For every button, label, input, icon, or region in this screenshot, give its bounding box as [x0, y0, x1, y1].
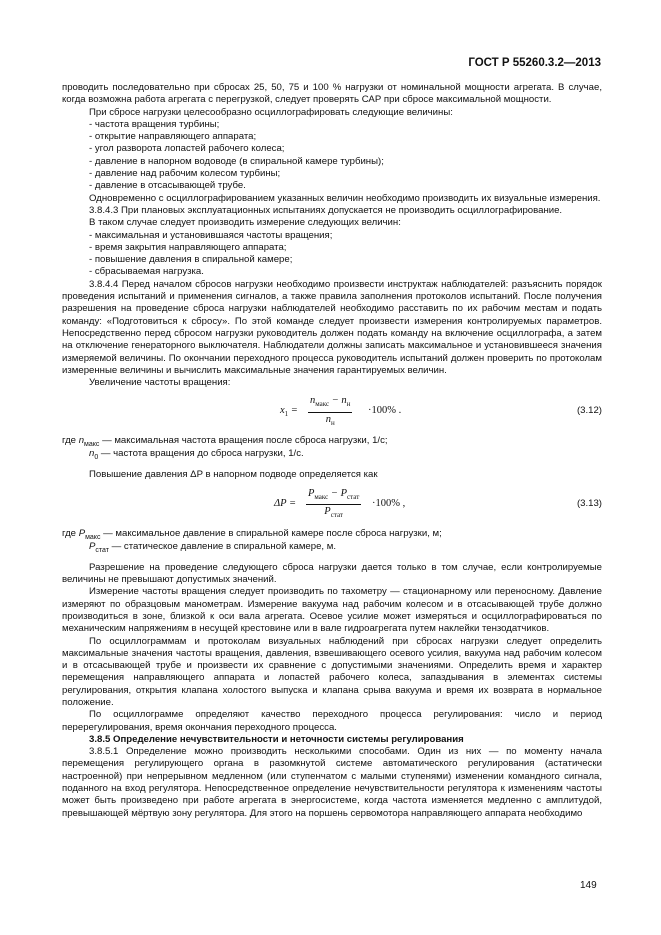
formula-fraction: $n_{макс} - n_н$ $n_н$ [310, 395, 351, 427]
paragraph: По осциллограммам и протоколам визуальных наблюдений при сбросах нагрузки следует определить максимальные значения частоты вращения, давления, взвешивающего осевого усилия, вакуума над рабочим колесом и в отсасывающей трубе и произвести их сравнение с допустимыми значениями. Определить время и характер перемещения направляющего аппарата и лопастей рабочего колеса, запаздывания в элементах системы регулирования, открытия клапана холостого выпуска и клапана срыва вакуума и время их возврата в нормальное положение. [62, 635, 602, 708]
list-item: - давление над рабочим колесом турбины; [89, 168, 281, 180]
where-block-3-12 [62, 435, 602, 461]
paragraph: По осциллограмме определяют качество переходного процесса регулирования: число и период перерегулирования, время окончания переходного процесса. [62, 709, 602, 733]
document-body [62, 82, 602, 820]
formula-multiplier: ·100% . [368, 405, 402, 417]
list-item: - давление в отсасывающей трубе. [89, 180, 246, 192]
paragraph: При сбросе нагрузки целесообразно осциллографировать следующие величины: [89, 106, 453, 118]
formula-3-13 [62, 486, 602, 522]
formula-lhs: $x_1$ = [280, 405, 298, 419]
paragraph: В таком случае следует производить измерение следующих величин: [89, 217, 401, 229]
list-item: - частота вращения турбины; [89, 118, 220, 130]
paragraph: Повышение давления ΔP в напорном подводе определяется как [89, 469, 378, 481]
formula-lhs: ΔP = [274, 497, 297, 509]
list-item: - повышение давления в спиральной камере; [89, 254, 293, 266]
list-item: - сбрасываемая нагрузка. [89, 266, 204, 278]
page-number: 149 [580, 880, 597, 891]
paragraph: 3.8.5.1 Определение можно производить несколькими способами. Один из них — по моменту начала перемещения регулирующего органа в разомкнутой системе автоматического регулирования (астатически настроенной) при непрерывном медленном (или ступенчатом с малыми ступенями) изменении командного сигнала, поданного на вход регулятора. Непосредственное определение нечувствительности регулятора к изменениям частоты может быть произведено при работе агрегата в энергосистеме, когда частота изменяется медленно с амплитудой, превышающей мёртвую зону регулятора. Для этого на поршень сервомотора направляющего аппарата необходимо [62, 746, 602, 819]
where-block-3-13 [62, 528, 602, 554]
formula-multiplier: ·100% , [372, 497, 406, 509]
paragraph: 3.8.4.4 Перед началом сбросов нагрузки необходимо произвести инструктаж наблюдателей: разъяснить порядок проведения испытаний и применения сигналов, а также правила заполнения протоколов испытаний. После получения разрешения на проведение сброса нагрузки наблюдателей необходимо расставить по их рабочим местам и подать команду: «Подготовиться к сбросу». По этой команде следует произвести измерения контролируемых параметров. Непосредственно перед сбросом нагрузки руководитель должен подать команду на включение осциллографа, а затем на отключение генераторного выключателя. Наблюдатели должны записать максимальное и установившееся значения измеряемой величины. По окончании переходного процесса руководитель испытаний должен проверить по протоколам измеренные величины и вычислить максимальные значения гарантируемых величин. [62, 278, 602, 376]
list-item: - время закрытия направляющего аппарата; [89, 241, 287, 253]
paragraph: 3.8.4.3 При плановых эксплуатационных испытаниях допускается не производить осциллографирование. [89, 204, 563, 216]
standard-header: ГОСТ Р 55260.3.2—2013 [468, 57, 601, 69]
list-item: - максимальная и установившаяся частоты вращения; [89, 229, 333, 241]
where-row: $n_0$ — частота вращения до сброса нагрузки, 1/с. [89, 448, 304, 462]
paragraph: Измерение частоты вращения следует производить по тахометру — стационарному или переносному. Давление измеряют по образцовым манометрам. Измерение вакуума над рабочим колесом и в отсасывающей трубе должно производиться в зоне, близкой к оси вала агрегата. Осевое усилие может измеряться и осциллографироваться по механическим напряжениям в несущей крестовине или в вале гидроагрегата путем наклейки тензодатчиков. [62, 586, 602, 635]
equation-number: (3.12) [576, 405, 602, 417]
equation-number: (3.13) [576, 497, 602, 509]
where-row: где $P_{макс}$ — максимальное давление в спиральной камере после сброса нагрузки, м; [62, 527, 442, 541]
list-item: - угол разворота лопастей рабочего колеса; [89, 143, 285, 155]
paragraph: проводить последовательно при сбросах 25, 50, 75 и 100 % нагрузки от номинальной мощности агрегата. В случае, когда возможна работа агрегата с перегрузкой, следует проверять САР при сбросе максимальной мощности. [62, 82, 602, 106]
list-item: - открытие направляющего аппарата; [89, 131, 257, 143]
paragraph: Разрешение на проведение следующего сброса нагрузки дается только в том случае, если контролируемые величины не превышают допустимых значений. [62, 561, 602, 586]
section-heading: 3.8.5 Определение нечувствительности и неточности системы регулирования [89, 733, 464, 745]
paragraph: Увеличение частоты вращения: [89, 377, 231, 389]
list-item: - давление в напорном водоводе (в спиральной камере турбины); [89, 155, 384, 167]
where-row: $P_{стат}$ — статическое давление в спиральной камере, м. [89, 540, 337, 554]
formula-3-12 [62, 393, 602, 429]
paragraph: Одновременно с осциллографированием указанных величин необходимо производить их визуальные измерения. [89, 192, 601, 204]
where-row: где $n_{макс}$ — максимальная частота вращения после сброса нагрузки, 1/с; [62, 435, 388, 449]
formula-fraction: $P_{макс} - P_{стат}$ $P_{стат}$ [308, 487, 360, 520]
